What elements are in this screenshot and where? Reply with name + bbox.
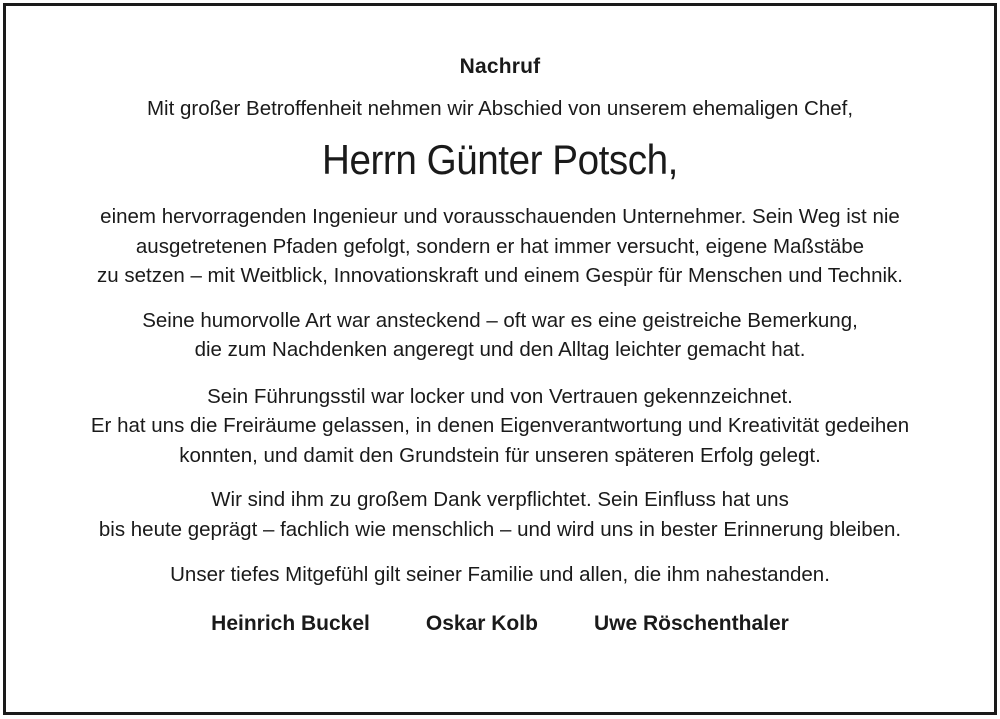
paragraph-gratitude <box>6 485 994 544</box>
obituary-content <box>6 6 994 638</box>
text-line: konnten, und damit den Grundstein für unseren späteren Erfolg gelegt. <box>179 443 821 467</box>
text-line: Seine humorvolle Art war ansteckend – oft war es eine geistreiche Bemerkung, <box>142 308 858 332</box>
obituary-heading: Nachruf <box>459 55 541 78</box>
text-line: Er hat uns die Freiräume gelassen, in denen Eigenverantwortung und Kreativität gedeihen <box>90 414 910 437</box>
obituary-frame <box>3 3 997 715</box>
signatory-name: Heinrich Buckel <box>211 611 370 635</box>
text-line: zu setzen – mit Weitblick, Innovationskraft und einem Gespür für Menschen und Technik. <box>97 264 903 287</box>
signatures <box>6 610 994 638</box>
intro-text: Mit großer Betroffenheit nehmen wir Abschied von unserem ehemaligen Chef, <box>146 97 854 120</box>
paragraph-career <box>6 202 994 291</box>
text-line: die zum Nachdenken angeregt und den Alltag leichter gemacht hat. <box>194 338 806 361</box>
deceased-name: Herrn Günter Potsch, <box>322 136 678 183</box>
text-line: bis heute geprägt – fachlich wie menschlich – und wird uns in bester Erinnerung bleiben. <box>98 517 902 541</box>
paragraph-humor <box>6 306 994 365</box>
text-line: Sein Führungsstil war locker und von Vertrauen gekennzeichnet. <box>207 384 793 408</box>
signatory-name: Uwe Röschenthaler <box>593 611 789 635</box>
paragraph-leadership <box>6 382 994 471</box>
text-line: ausgetretenen Pfaden gefolgt, sondern er hat immer versucht, eigene Maßstäbe <box>135 234 865 258</box>
text-line: Wir sind ihm zu großem Dank verpflichtet. Sein Einfluss hat uns <box>211 488 789 511</box>
text-line: einem hervorragenden Ingenieur und vorausschauenden Unternehmer. Sein Weg ist nie <box>100 205 900 228</box>
signatory-name: Oskar Kolb <box>425 611 538 635</box>
text-line: Unser tiefes Mitgefühl gilt seiner Familie und allen, die ihm nahestanden. <box>170 563 830 586</box>
paragraph-condolence <box>6 560 994 590</box>
